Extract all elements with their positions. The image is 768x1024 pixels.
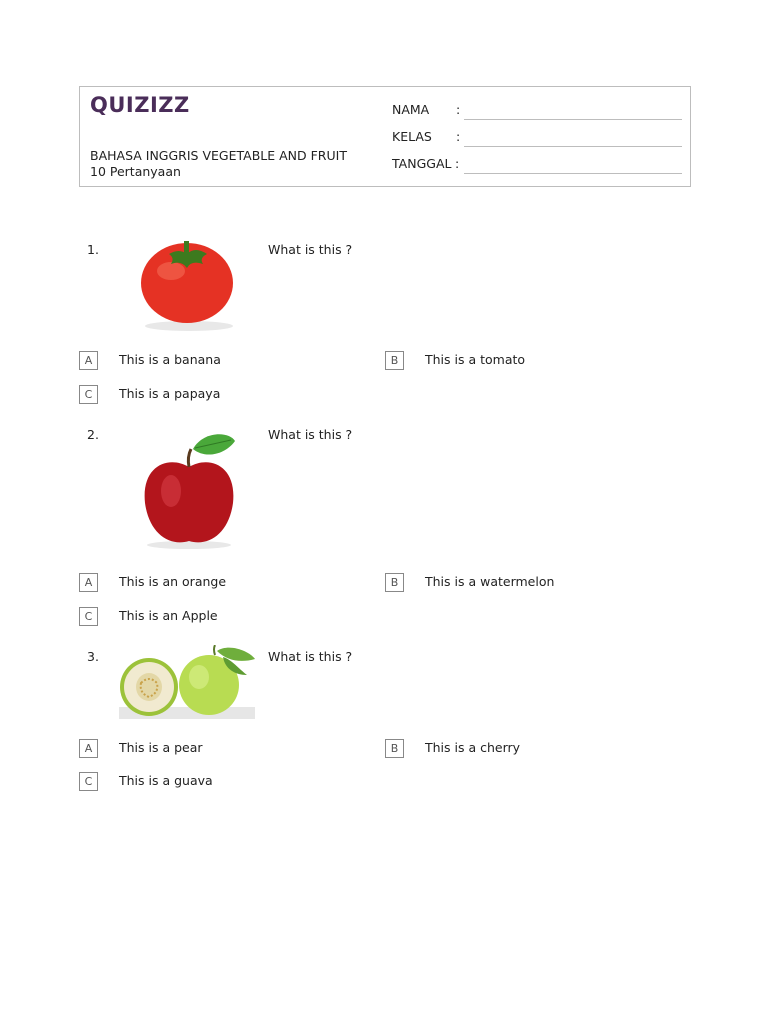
option-text: This is a pear: [119, 740, 203, 755]
name-label: NAMA: [392, 102, 430, 117]
option-text: This is an orange: [119, 574, 227, 589]
option-letter-box: B: [385, 739, 404, 758]
class-line: [464, 146, 682, 147]
name-colon: :: [456, 102, 461, 117]
option-text: This is a guava: [119, 773, 213, 788]
class-field[interactable]: [392, 129, 682, 149]
option-letter-box: C: [79, 772, 98, 791]
option-letter-box: B: [385, 573, 404, 592]
option-b[interactable]: [385, 739, 665, 759]
question-count: 10 Pertanyaan: [90, 164, 181, 179]
option-a[interactable]: [79, 573, 359, 593]
name-field[interactable]: [392, 102, 682, 122]
option-letter-box: A: [79, 573, 98, 592]
option-letter-box: A: [79, 739, 98, 758]
worksheet-header: [79, 86, 691, 187]
option-c[interactable]: [79, 385, 359, 405]
option-c[interactable]: [79, 607, 359, 627]
option-text: This is a banana: [119, 352, 221, 367]
quiz-title: BAHASA INGGRIS VEGETABLE AND FRUIT: [90, 148, 347, 163]
option-letter-box: C: [79, 385, 98, 404]
question-number: 3.: [87, 649, 99, 664]
date-colon: :: [455, 156, 460, 171]
option-letter-box: A: [79, 351, 98, 370]
option-letter-box: B: [385, 351, 404, 370]
option-a[interactable]: [79, 351, 359, 371]
date-field[interactable]: [392, 156, 682, 176]
name-line: [464, 119, 682, 120]
option-text: This is a cherry: [425, 740, 521, 755]
option-letter-box: C: [79, 607, 98, 626]
quizizz-logo: QUIZIZZ: [90, 93, 190, 117]
question-number: 2.: [87, 427, 99, 442]
question-text: What is this ?: [268, 427, 353, 442]
option-b[interactable]: [385, 351, 665, 371]
option-c[interactable]: [79, 772, 359, 792]
class-label: KELAS: [392, 129, 432, 144]
option-text: This is a papaya: [119, 386, 221, 401]
question-number: 1.: [87, 242, 99, 257]
option-text: This is a tomato: [425, 352, 526, 367]
option-text: This is a watermelon: [425, 574, 555, 589]
date-label: TANGGAL: [392, 156, 452, 171]
date-line: [464, 173, 682, 174]
option-b[interactable]: [385, 573, 665, 593]
option-text: This is an Apple: [119, 608, 218, 623]
option-a[interactable]: [79, 739, 359, 759]
class-colon: :: [456, 129, 461, 144]
apple-image: [119, 429, 255, 553]
question-text: What is this ?: [268, 649, 353, 664]
guava-image: [119, 645, 255, 719]
question-text: What is this ?: [268, 242, 353, 257]
tomato-image: [119, 238, 255, 332]
